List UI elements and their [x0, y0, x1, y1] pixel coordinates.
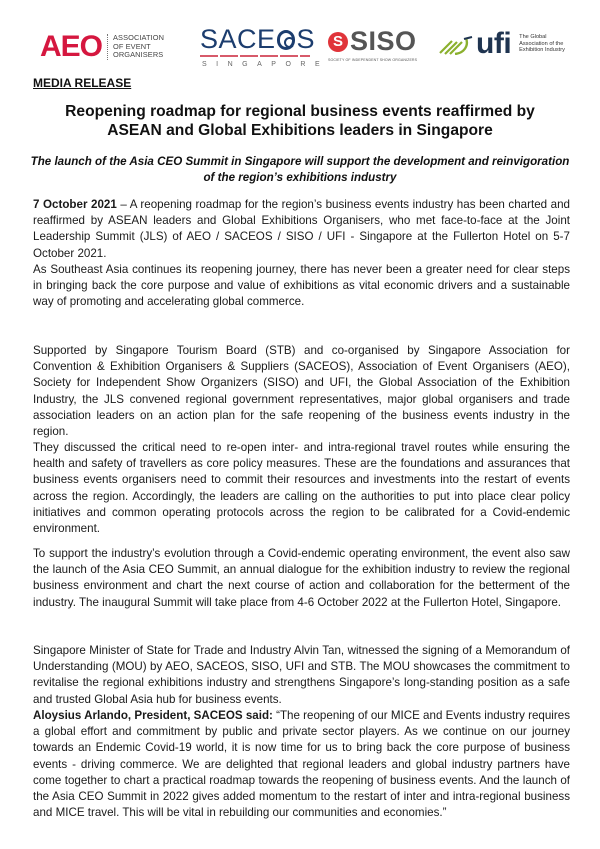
paragraph-text: Supported by Singapore Tourism Board (STB) and co-organised by Singapore Association for Convention & Exhibition Organisers & Suppliers (SACEOS), Association of Event Organisers (AEO), Society for Independent Show Organizers (SISO) and UFI, the Global Association of the Exhibition Industry, the JLS convened regional government representatives, major global organisers and trade association leaders on an action plan for the safe reopening of the business events industry in the region.	[33, 344, 570, 439]
aeo-logo-text-line: OF EVENT	[113, 41, 151, 51]
siso-logo-mark: SISO	[350, 26, 417, 56]
ufi-logo-text-line: Exhibition Industry	[519, 47, 565, 54]
ufi-logo-text-line: Association of the	[519, 40, 564, 47]
aeo-logo-text	[113, 34, 164, 59]
ufi-swoosh-icon	[438, 33, 474, 55]
paragraph-text: To support the industry’s evolution through a Covid-endemic operating environment, the event also saw the launch of the Asia CEO Summit, an annual dialogue for the exhibition industry to review the regional business environment and chart the next course of action and collaboration for the betterment of the industry. The inaugural Summit will take place from 4-6 October 2022 at the Fullerton Hotel, Singapore.	[33, 547, 570, 609]
quote-text: “The reopening of our MICE and Events industry requires a global effort and commitment by public and private sector players. As we continue on our journey towards an Endemic Covid-19 world, it is now time for us to bring back the core purpose of business events - driving commerce. We are delighted that regional leaders and global industry partners have come together to chart a practical roadmap towards the reopening of business events. And the launch of the Asia CEO Summit in 2022 gives added momentum to the restart of inter and intra-regional business and MICE travel. This will be vital in rebuilding our communities and economies.”	[33, 709, 570, 820]
saceos-logo-mark-right: S	[296, 24, 315, 54]
paragraph-quote	[33, 708, 570, 821]
siso-logo	[328, 28, 436, 62]
ufi-logo-text-line: The Global	[519, 34, 547, 41]
aeo-logo-text-line: ASSOCIATION	[113, 33, 165, 43]
paragraph	[33, 643, 570, 708]
ufi-logo	[438, 27, 598, 60]
siso-circle-icon	[328, 32, 348, 52]
ufi-logo-text	[519, 34, 565, 54]
aeo-logo-mark: AEO	[40, 30, 103, 63]
quote-attribution: Aloysius Arlando, President, SACEOS said:	[33, 709, 273, 722]
paragraph-text: As Southeast Asia continues its reopening journey, there has never been a greater need for clear steps in bringing back the core purpose and value of exhibitions as vital economic drivers and a sustainable way of promoting and accelerating global commerce.	[33, 263, 570, 309]
paragraph-text: – A reopening roadmap for the region’s business events industry has been charted and reaffirmed by ASEAN leaders and Global Exhibitions Organisers, who met face-to-face at the Joint Leadership Summit (JLS) of AEO / SACEOS / SISO / UFI - Singapore at the Fullerton Hotel on 5-7 October 2021.	[33, 198, 571, 260]
paragraph-text: They discussed the critical need to re-open inter- and intra-regional travel routes while ensuring the health and safety of travellers as core policy measures. These are the foundations and assurances that business events organisers need to commit their resources and investments into the restart of events across the region. Accordingly, the leaders are calling on the authorities to put into place clear policy initiatives and common operating protocols across the region to be calibrated for a Covid-endemic environment.	[33, 441, 570, 536]
paragraph	[33, 546, 570, 611]
dateline: 7 October 2021	[33, 198, 117, 211]
media-release-label: MEDIA RELEASE	[33, 76, 132, 90]
headline: Reopening roadmap for regional business events reaffirmed by ASEAN and Global Exhibitions leaders in Singapore	[65, 103, 535, 139]
paragraph	[33, 262, 570, 311]
siso-logo-sub: SOCIETY OF INDEPENDENT SHOW ORGANIZERS	[328, 58, 418, 62]
paragraph	[33, 343, 570, 440]
saceos-logo	[200, 24, 330, 68]
saceos-tagline-strip	[200, 55, 310, 57]
paragraph-dateline	[33, 197, 570, 262]
paragraph	[33, 440, 570, 537]
aeo-logo-text-line: ORGANISERS	[113, 50, 164, 60]
aeo-logo	[40, 32, 164, 62]
saceos-logo-sub: SINGAPORE	[202, 61, 330, 68]
saceos-globe-icon	[277, 30, 296, 50]
saceos-logo-mark	[200, 26, 315, 53]
paragraph-text: Singapore Minister of State for Trade and Industry Alvin Tan, witnessed the signing of a Memorandum of Understanding (MOU) by AEO, SACEOS, SISO, UFI and STB. The MOU showcases the commitment to revitalise the regional exhibitions industry and strengthens Singapore’s long-standing position as a safe and trusted Global Asia hub for business events.	[33, 644, 570, 706]
partner-logos	[0, 22, 600, 70]
saceos-logo-mark-left: SACE	[200, 24, 276, 54]
subheadline: The launch of the Asia CEO Summit in Singapore will support the development and reinvigoration of the region’s exhibitions industry	[30, 155, 570, 184]
aeo-logo-divider	[107, 34, 108, 60]
ufi-logo-mark: ufi	[476, 27, 512, 60]
